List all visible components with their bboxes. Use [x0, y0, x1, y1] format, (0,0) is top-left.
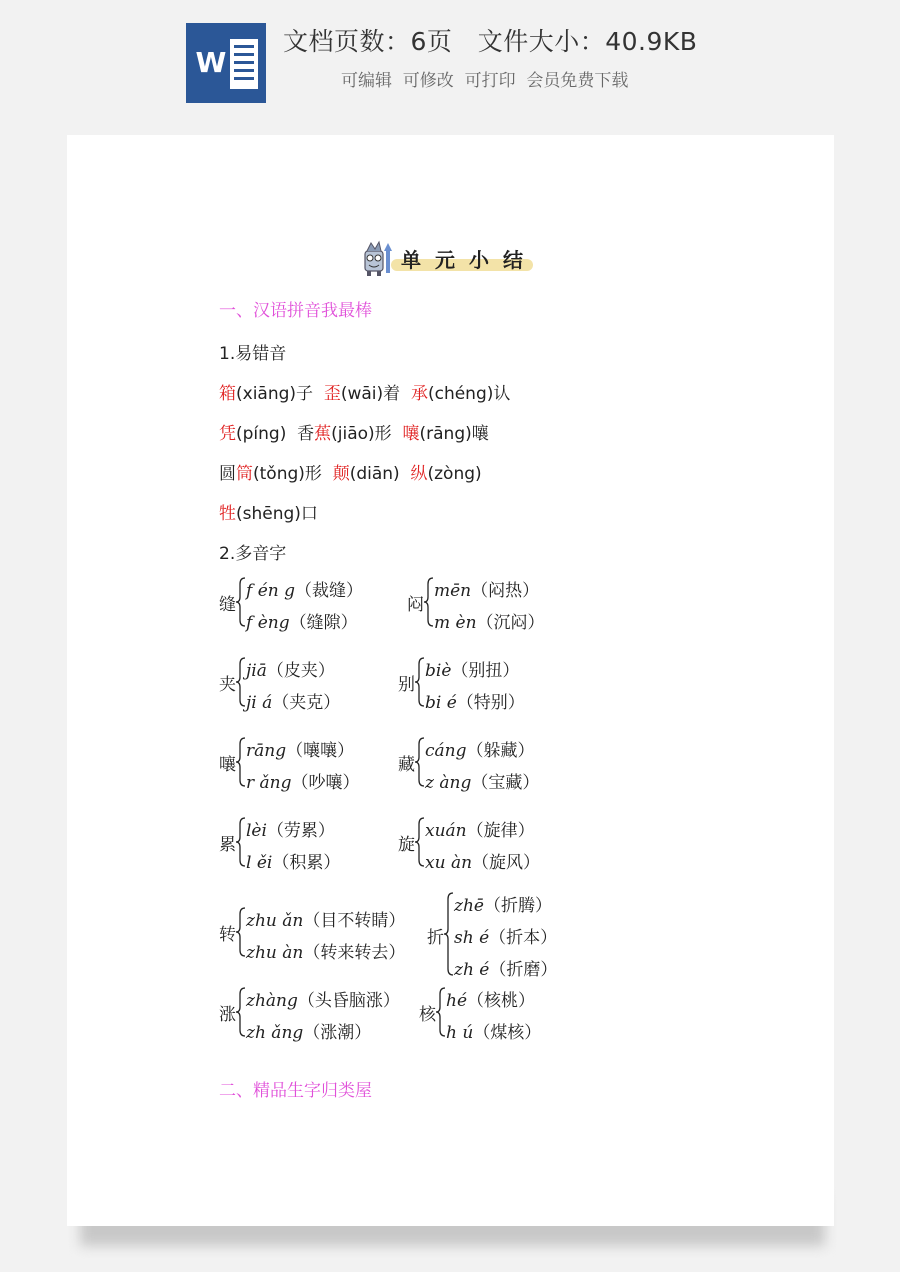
reading-pinyin: sh é: [454, 928, 490, 948]
download-header: [0, 0, 900, 115]
polyphone-char: 涨: [219, 1005, 236, 1025]
highlighted-char: 蕉: [314, 424, 332, 444]
reading-pinyin: m èn: [434, 613, 477, 633]
reading-pinyin: jiā: [246, 661, 267, 681]
easy-error-line: [219, 459, 482, 484]
reading-pinyin: f én g: [246, 581, 295, 601]
polyphone-reading: [246, 576, 363, 601]
polyphone-reading: [246, 656, 335, 681]
polyphone-char: 别: [398, 675, 415, 695]
reading-pinyin: zh ǎng: [246, 1023, 304, 1043]
reading-word: （皮夹）: [266, 661, 335, 681]
reading-pinyin: biè: [425, 661, 452, 681]
unit-summary-heading: [357, 239, 557, 279]
reading-pinyin: zhàng: [246, 991, 298, 1011]
polyphone-reading: [425, 736, 535, 761]
part2-title: 二、精品生字归类屋: [219, 1081, 372, 1101]
reading-pinyin: z àng: [425, 773, 472, 793]
reading-word: （折磨）: [489, 960, 558, 980]
highlighted-char: 歪: [323, 384, 341, 404]
highlighted-char: 筒: [236, 464, 253, 484]
polyphone-reading: [434, 576, 539, 601]
reading-word: （闷热）: [471, 581, 540, 601]
reading-word: （涨潮）: [303, 1023, 372, 1043]
word-icon-lines: [230, 39, 258, 89]
polyphone-char: 藏: [398, 755, 415, 775]
polyphone-reading: [246, 848, 340, 873]
reading-pinyin: h ú: [446, 1023, 474, 1043]
reading-word: （头昏脑涨）: [297, 991, 400, 1011]
polyphone-reading: [446, 1018, 541, 1043]
polyphone-char: 核: [419, 1005, 436, 1025]
pinyin-text: (tǒng)形: [253, 464, 333, 484]
reading-word: （夹克）: [272, 693, 341, 713]
polyphone-char: 累: [219, 835, 236, 855]
polyphone-char: 缝: [219, 595, 236, 615]
highlighted-char: 牲: [219, 504, 236, 524]
reading-word: （裁缝）: [295, 581, 363, 601]
reading-pinyin: hé: [446, 991, 468, 1011]
polyphone-char: 闷: [407, 595, 424, 615]
reading-word: （特别）: [456, 693, 525, 713]
highlighted-char: 颠: [332, 464, 350, 484]
pinyin-text: (zòng): [427, 464, 482, 484]
reading-pinyin: f èng: [246, 613, 290, 633]
reading-word: （嚷嚷）: [286, 741, 355, 761]
polyphone-reading: [246, 608, 358, 633]
polyphone-reading: [454, 923, 557, 948]
reading-word: （转来转去）: [303, 943, 406, 963]
polyphone-char: 转: [219, 925, 236, 945]
pinyin-text: (píng) 香: [236, 424, 315, 444]
polyphone-char: 旋: [398, 835, 415, 855]
reading-pinyin: xuán: [425, 821, 467, 841]
reading-pinyin: zhu àn: [246, 943, 304, 963]
reading-pinyin: mēn: [434, 581, 472, 601]
polyphone-reading: [454, 891, 552, 916]
reading-pinyin: l ěi: [246, 853, 273, 873]
polyphone-reading: [246, 986, 400, 1011]
section-title: 单元小结: [401, 248, 537, 272]
pinyin-text: (wāi)着: [340, 384, 411, 404]
word-doc-icon: [186, 23, 266, 103]
polyphone-char: 夹: [219, 675, 236, 695]
reading-pinyin: zhu ǎn: [246, 911, 304, 931]
highlighted-char: 箱: [219, 384, 236, 404]
reading-word: （沉闷）: [476, 613, 545, 633]
pinyin-text: 圆: [219, 464, 236, 484]
polyphone-reading: [425, 688, 525, 713]
polyphone-reading: [425, 768, 539, 793]
polyphone-reading: [425, 656, 519, 681]
reading-word: （折本）: [489, 928, 558, 948]
polyphone-reading: [246, 768, 360, 793]
highlighted-char: 嚷: [402, 424, 420, 444]
reading-word: （劳累）: [266, 821, 335, 841]
polyphone-reading: [246, 906, 405, 931]
reading-pinyin: rāng: [246, 741, 287, 761]
easy-error-line: [219, 379, 510, 404]
polyphone-char: 折: [427, 928, 444, 948]
reading-pinyin: lèi: [246, 821, 267, 841]
subheading-easy-errors: 1.易错音: [219, 344, 287, 364]
pinyin-text: (xiāng)子: [236, 384, 324, 404]
document-feature-subtitle: 可编辑 可修改 可打印 会员免费下载: [341, 71, 629, 91]
pinyin-text: (rāng)嚷: [419, 424, 489, 444]
polyphone-reading: [246, 688, 340, 713]
reading-pinyin: xu àn: [425, 853, 473, 873]
reading-pinyin: bi é: [425, 693, 457, 713]
reading-pinyin: cáng: [425, 741, 467, 761]
reading-word: （核桃）: [467, 991, 536, 1011]
reading-pinyin: zhē: [454, 896, 484, 916]
easy-error-line: [219, 499, 318, 524]
reading-word: （目不转睛）: [303, 911, 406, 931]
highlighted-char: 纵: [410, 464, 428, 484]
reading-pinyin: zh é: [454, 960, 490, 980]
pinyin-text: (shēng)口: [236, 504, 318, 524]
subheading-polyphones: 2.多音字: [219, 544, 287, 564]
reading-word: （折腾）: [483, 896, 552, 916]
polyphone-reading: [446, 986, 535, 1011]
document-page: [67, 135, 834, 1226]
polyphone-reading: [246, 1018, 371, 1043]
reading-word: （躲藏）: [466, 741, 535, 761]
reading-pinyin: ji á: [246, 693, 273, 713]
word-icon-letter: W: [195, 46, 227, 79]
reading-word: （吵嚷）: [291, 773, 360, 793]
pinyin-text: (chéng)认: [427, 384, 511, 404]
reading-pinyin: r ǎng: [246, 773, 292, 793]
document-info-title: 文档页数：6页 文件大小：40.9KB: [283, 27, 698, 56]
polyphone-reading: [246, 816, 335, 841]
polyphone-reading: [246, 938, 405, 963]
easy-error-line: [219, 419, 489, 444]
polyphone-char: 嚷: [219, 755, 236, 775]
robot-mascot-icon: [357, 239, 397, 279]
reading-word: （缝隙）: [289, 613, 358, 633]
reading-word: （别扭）: [451, 661, 520, 681]
polyphone-reading: [425, 848, 540, 873]
reading-word: （旋风）: [472, 853, 541, 873]
reading-word: （旋律）: [466, 821, 535, 841]
pinyin-text: (diān): [349, 464, 411, 484]
polyphone-reading: [454, 955, 557, 980]
highlighted-char: 承: [410, 384, 428, 404]
reading-word: （煤核）: [473, 1023, 542, 1043]
polyphone-reading: [246, 736, 354, 761]
part1-title: 一、汉语拼音我最棒: [219, 301, 372, 321]
polyphone-reading: [434, 608, 545, 633]
highlighted-char: 凭: [219, 424, 236, 444]
polyphone-reading: [425, 816, 535, 841]
reading-word: （积累）: [272, 853, 341, 873]
reading-word: （宝藏）: [471, 773, 540, 793]
pinyin-text: (jiāo)形: [331, 424, 403, 444]
